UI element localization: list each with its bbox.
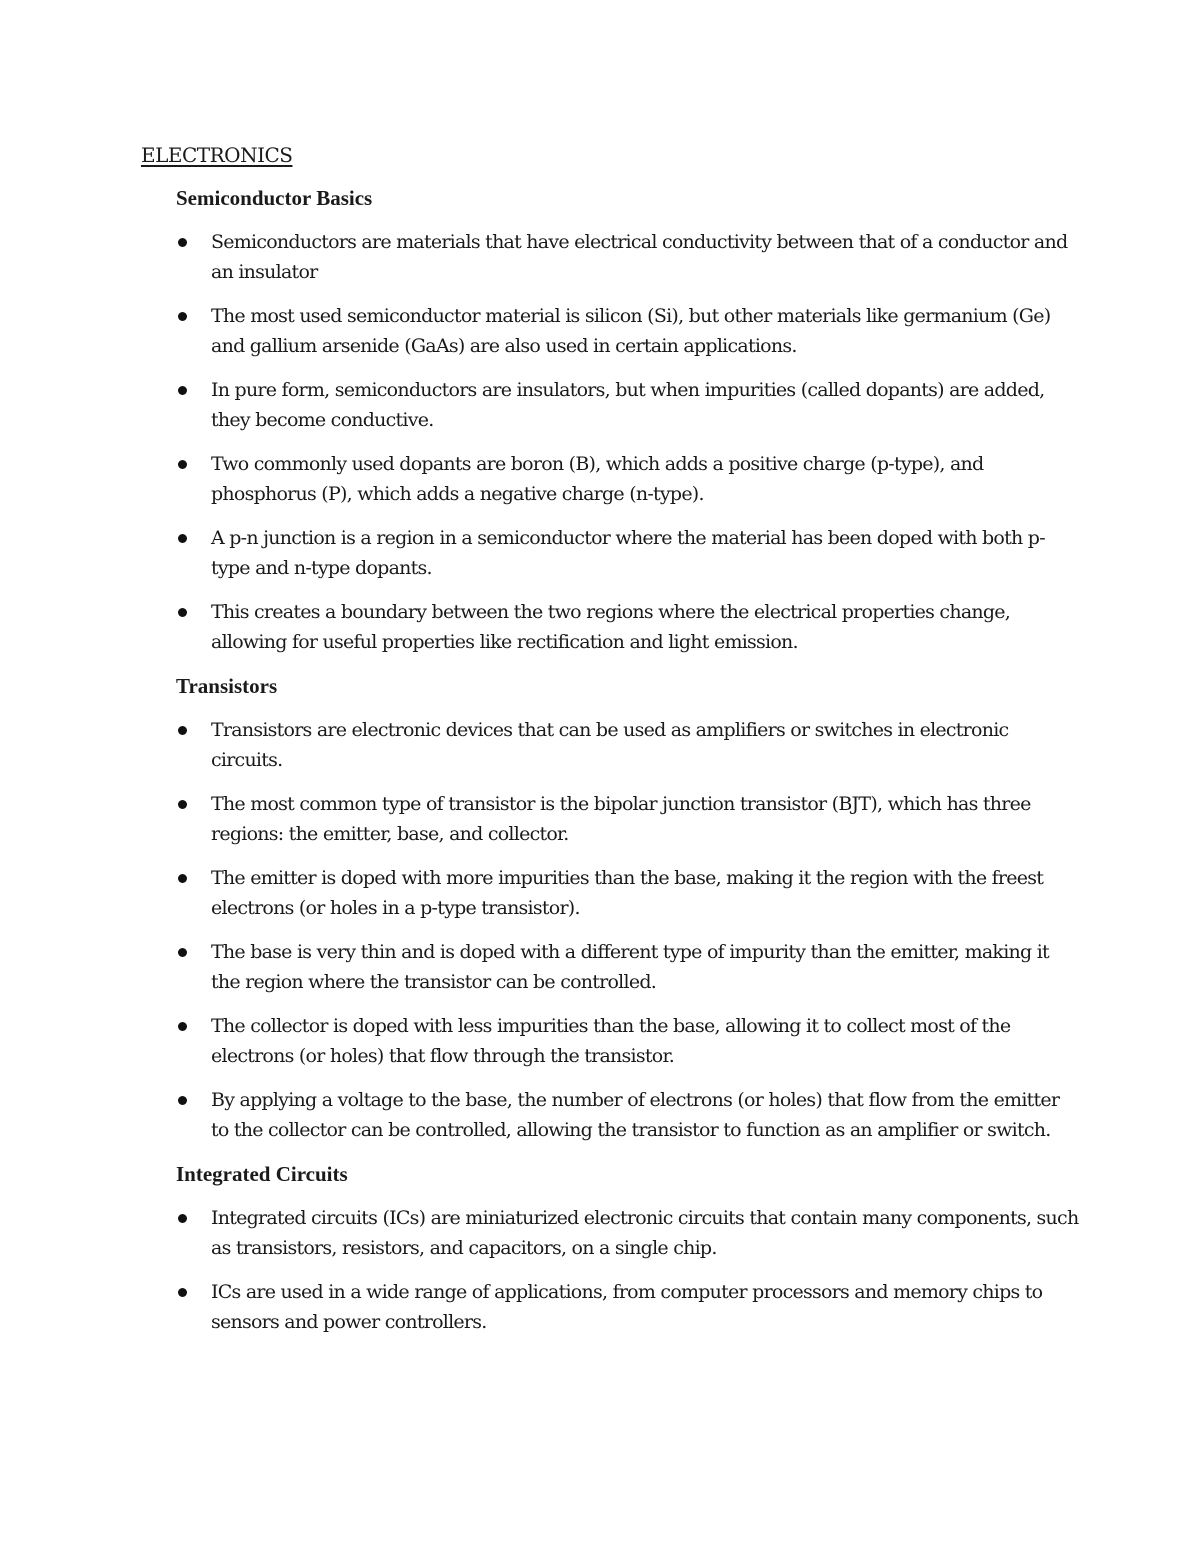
list-item: [176, 449, 1081, 509]
bullet-icon: [178, 948, 187, 957]
list-item: [176, 1011, 1081, 1071]
document-title: ELECTRONICS: [141, 143, 293, 167]
bullet-icon: [178, 608, 187, 617]
list-item-text: Transistors are electronic devices that can be used as amplifiers or switches in electronic circuits.: [211, 719, 1009, 771]
bullet-icon: [178, 238, 187, 247]
list-item-text: The emitter is doped with more impurities than the base, making it the region with the freest electrons (or holes in a p-type transistor).: [211, 867, 1044, 919]
bullet-list: [176, 715, 1081, 1145]
list-item: [176, 1085, 1081, 1145]
section-integrated-circuits: [176, 1159, 1081, 1337]
list-item-text: ICs are used in a wide range of applications, from computer processors and memory chips to sensors and power controllers.: [211, 1281, 1043, 1333]
bullet-icon: [178, 874, 187, 883]
bullet-icon: [178, 1022, 187, 1031]
list-item: [176, 375, 1081, 435]
bullet-icon: [178, 312, 187, 321]
list-item: [176, 301, 1081, 361]
list-item-text: By applying a voltage to the base, the number of electrons (or holes) that flow from the emitter to the collector can be controlled, allowing the transistor to function as an amplifier or switch.: [211, 1089, 1060, 1141]
list-item: [176, 523, 1081, 583]
section-transistors: [176, 671, 1081, 1145]
list-item-text: The base is very thin and is doped with a different type of impurity than the emitter, making it the region where the transistor can be controlled.: [211, 941, 1049, 993]
bullet-icon: [178, 534, 187, 543]
bullet-icon: [178, 1214, 187, 1223]
section-heading: Transistors: [176, 674, 278, 698]
list-item-text: The collector is doped with less impurities than the base, allowing it to collect most of the electrons (or holes) that flow through the transistor.: [211, 1015, 1011, 1067]
list-item-text: The most common type of transistor is the bipolar junction transistor (BJT), which has three regions: the emitter, base, and collector.: [211, 793, 1031, 845]
list-item-text: A p-n junction is a region in a semiconductor where the material has been doped with both p-type and n-type dopants.: [211, 527, 1045, 579]
bullet-list: [176, 227, 1081, 657]
bullet-icon: [178, 1096, 187, 1105]
list-item: [176, 937, 1081, 997]
bullet-list: [176, 1203, 1081, 1337]
bullet-icon: [178, 726, 187, 735]
bullet-icon: [178, 800, 187, 809]
list-item: [176, 597, 1081, 657]
section-semiconductor-basics: [176, 183, 1081, 657]
list-item-text: Semiconductors are materials that have electrical conductivity between that of a conductor and an insulator: [211, 231, 1068, 283]
list-item: [176, 789, 1081, 849]
bullet-icon: [178, 460, 187, 469]
document-page: [141, 140, 1081, 1351]
bullet-icon: [178, 1288, 187, 1297]
section-heading: Integrated Circuits: [176, 1162, 348, 1186]
list-item: [176, 1203, 1081, 1263]
list-item: [176, 715, 1081, 775]
list-item: [176, 227, 1081, 287]
list-item-text: The most used semiconductor material is silicon (Si), but other materials like germanium (Ge) and gallium arsenide (GaAs) are also used in certain applications.: [211, 305, 1051, 357]
list-item: [176, 863, 1081, 923]
list-item-text: In pure form, semiconductors are insulators, but when impurities (called dopants) are added, they become conductive.: [211, 379, 1045, 431]
section-heading: Semiconductor Basics: [176, 186, 373, 210]
list-item: [176, 1277, 1081, 1337]
list-item-text: Integrated circuits (ICs) are miniaturized electronic circuits that contain many components, such as transistors, resistors, and capacitors, on a single chip.: [211, 1207, 1079, 1259]
bullet-icon: [178, 386, 187, 395]
list-item-text: Two commonly used dopants are boron (B), which adds a positive charge (p-type), and phosphorus (P), which adds a negative charge (n-type).: [211, 453, 984, 505]
list-item-text: This creates a boundary between the two regions where the electrical properties change, allowing for useful properties like rectification and light emission.: [211, 601, 1011, 653]
